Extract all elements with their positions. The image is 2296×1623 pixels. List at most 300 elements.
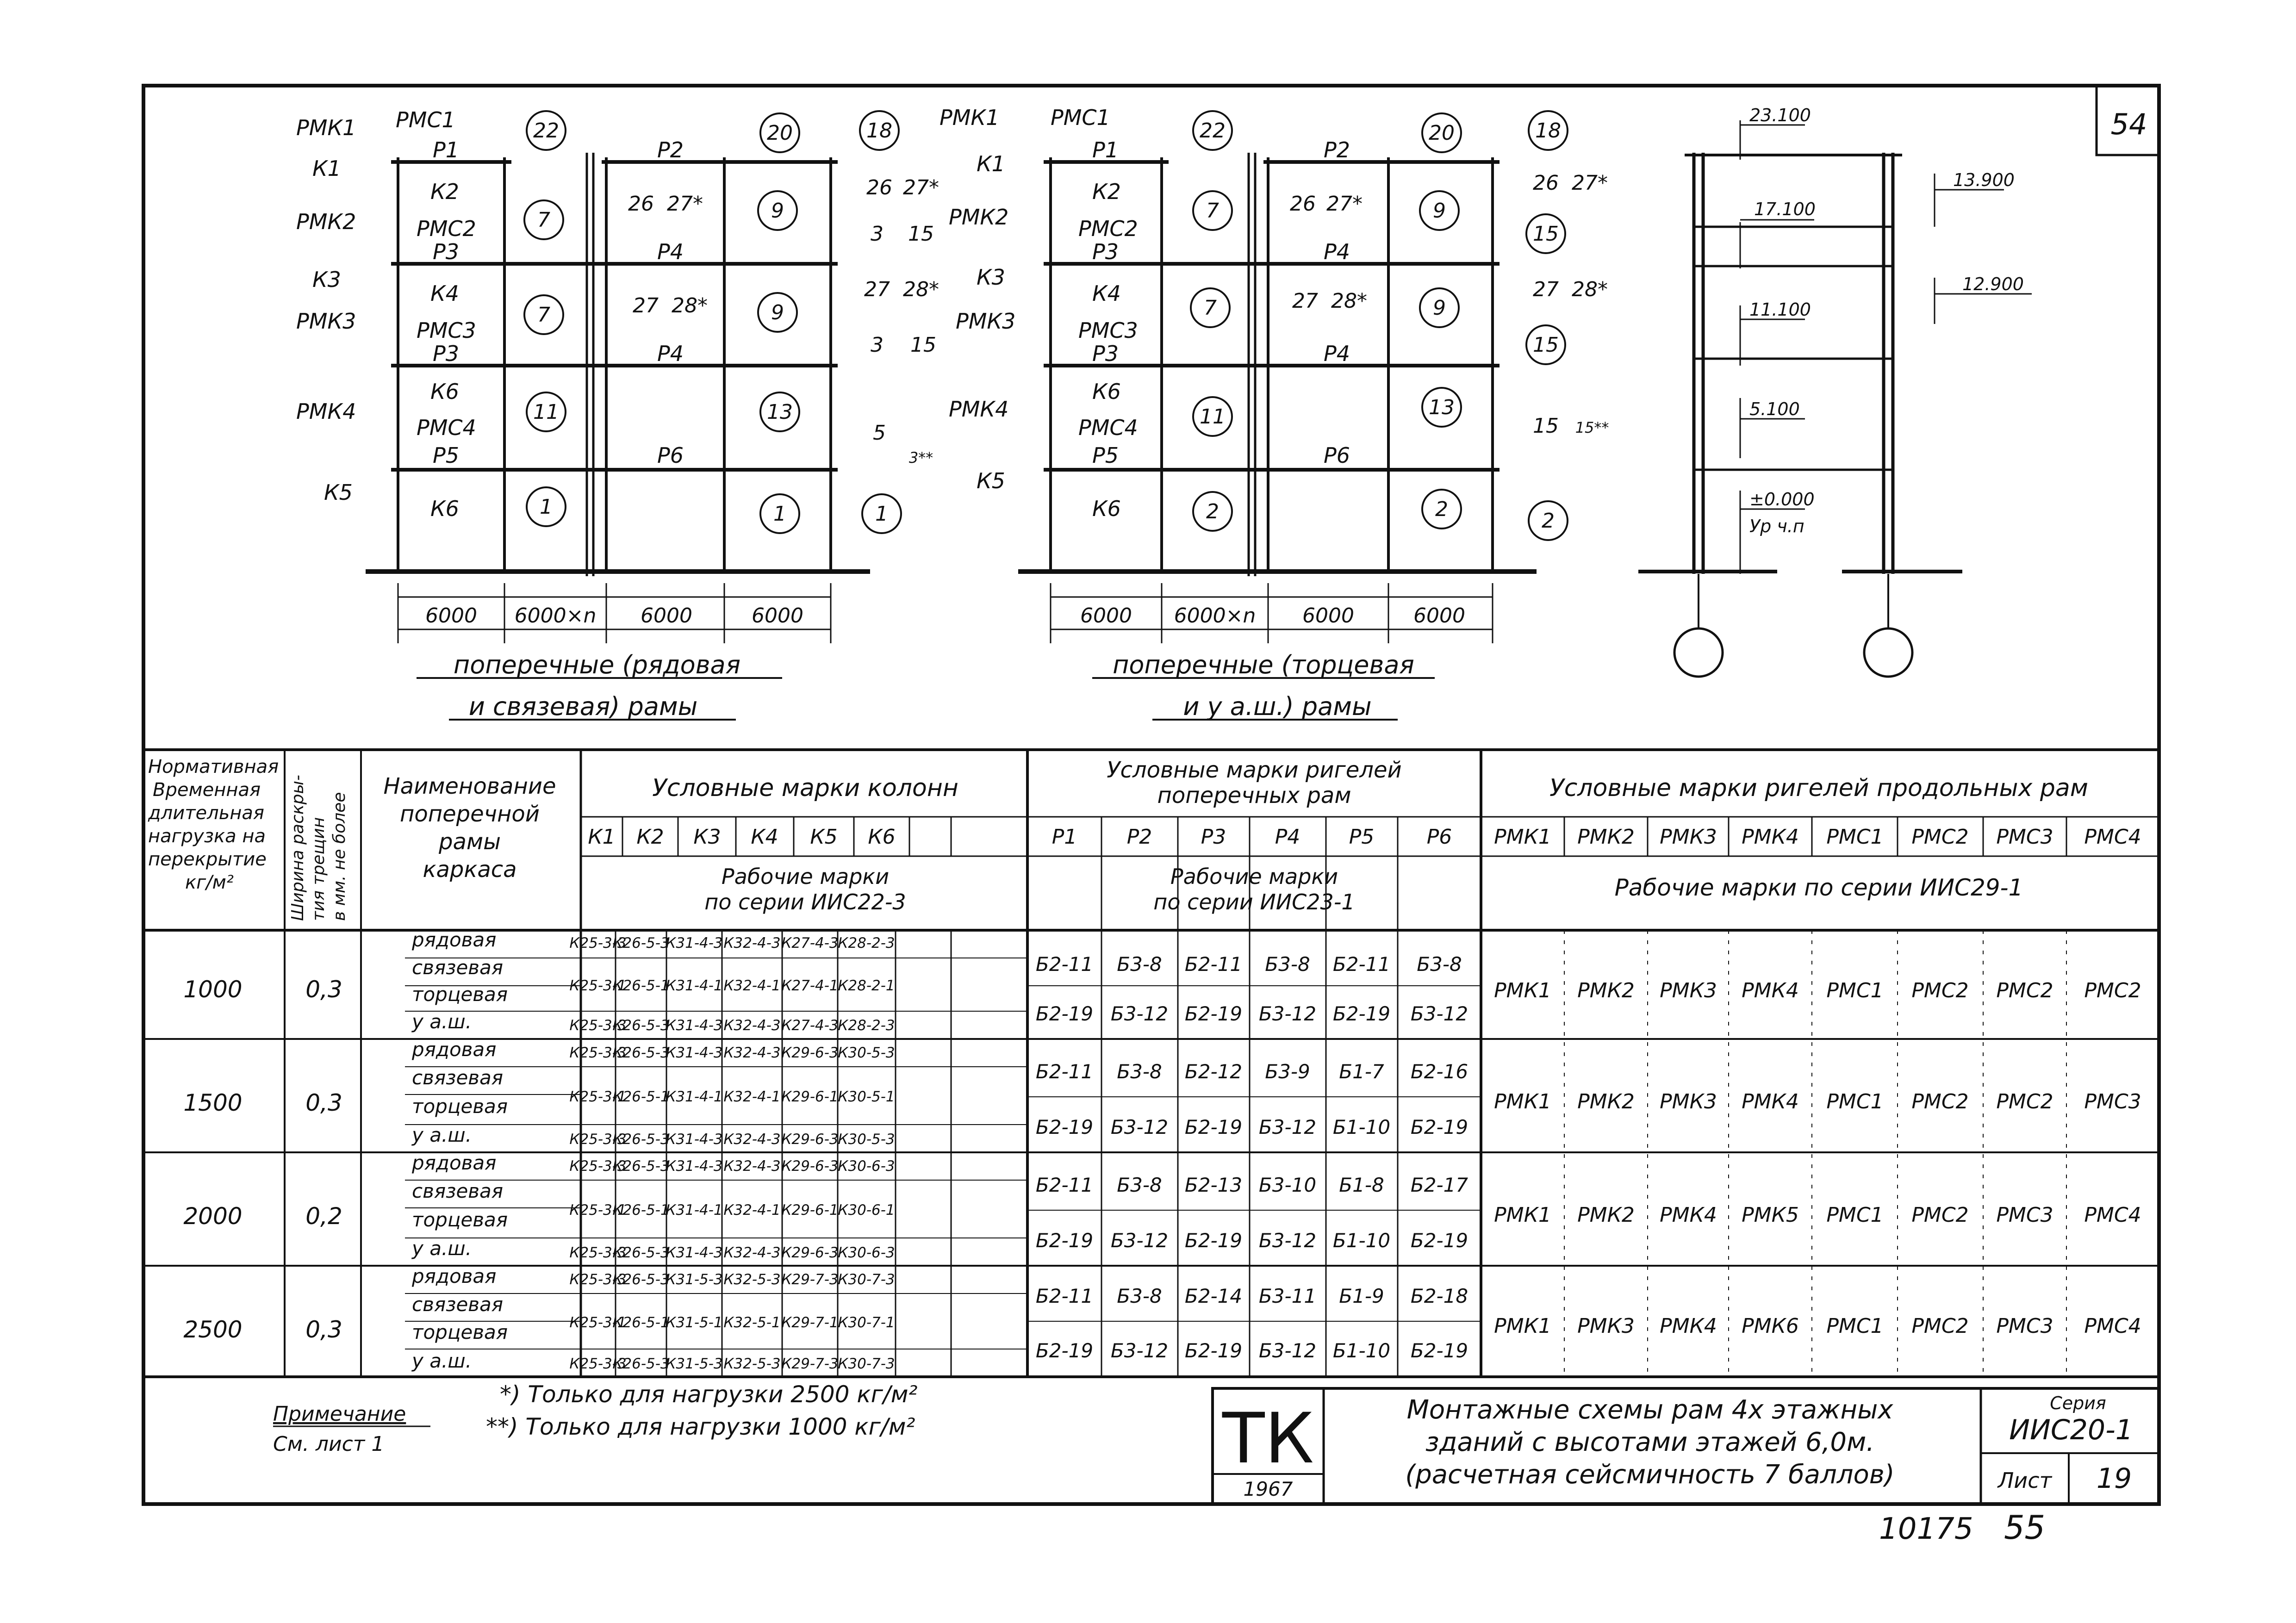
long-mark: РМС4 bbox=[2084, 825, 2141, 849]
h-crack-3: в мм. не более bbox=[330, 792, 349, 921]
label-k2: К2 bbox=[1092, 179, 1121, 204]
cell: К31-4-1 bbox=[666, 1088, 723, 1105]
col-mark: К5 bbox=[810, 825, 838, 849]
label-p1: Р1 bbox=[1092, 137, 1119, 162]
group-2500 bbox=[183, 1265, 508, 1372]
beam-mark: Р2 bbox=[1126, 825, 1152, 849]
load: 2500 bbox=[183, 1316, 243, 1343]
h-name-1: Наименование bbox=[383, 773, 556, 799]
cell: К25-3-3 bbox=[569, 1244, 627, 1261]
cell: Б3-10 bbox=[1258, 1174, 1317, 1196]
frame-left-labels bbox=[296, 107, 684, 521]
bubble: 2 bbox=[1435, 497, 1448, 521]
cell: РМС2 bbox=[1911, 1090, 1969, 1113]
frame-name: торцевая bbox=[412, 1095, 508, 1118]
bubble: 26 bbox=[628, 192, 654, 216]
label-rmk2: РМК2 bbox=[949, 205, 1009, 230]
bubble: 13 bbox=[767, 400, 793, 424]
h-load-2: Временная bbox=[153, 779, 261, 801]
cell: Б2-11 bbox=[1035, 953, 1094, 976]
cell: Б3-12 bbox=[1110, 1229, 1169, 1252]
cell: РМК6 bbox=[1742, 1314, 1799, 1338]
label-k5: К5 bbox=[324, 480, 353, 505]
cell: К26-5-3 bbox=[612, 935, 670, 951]
bubble: 18 bbox=[1535, 119, 1561, 143]
frame-name: рядовая bbox=[412, 1265, 497, 1287]
h-load-1: Нормативная bbox=[148, 756, 279, 777]
cell: К30-6-1 bbox=[838, 1202, 895, 1219]
cell: Б3-9 bbox=[1265, 1060, 1310, 1083]
cell: К32-5-3 bbox=[723, 1271, 781, 1288]
cell: РМК2 bbox=[1577, 979, 1635, 1002]
cell: К32-4-3 bbox=[723, 1131, 781, 1148]
note-2: **) Только для нагрузки 1000 кг/м² bbox=[486, 1413, 915, 1440]
cell: РМК4 bbox=[1742, 1090, 1799, 1113]
elevation-levels bbox=[1749, 105, 2024, 536]
cell: Б2-19 bbox=[1035, 1339, 1094, 1362]
cell: РМС2 bbox=[2084, 979, 2141, 1002]
bubble: 15 bbox=[908, 222, 934, 246]
cell: К26-5-1 bbox=[612, 1202, 670, 1219]
level-5100: 5.100 bbox=[1749, 399, 1800, 419]
bubble: 3 bbox=[871, 222, 884, 246]
bubble: 9 bbox=[771, 301, 784, 324]
cell: Б2-11 bbox=[1332, 953, 1391, 976]
bubble: 7 bbox=[1206, 199, 1219, 223]
cell: Б2-19 bbox=[1332, 1002, 1391, 1025]
bubble: 22 bbox=[1200, 119, 1226, 143]
col-mark: К1 bbox=[588, 825, 616, 849]
bubble: 2 bbox=[1542, 509, 1555, 533]
span: 6000 bbox=[1413, 604, 1465, 628]
cell: Б3-8 bbox=[1117, 1285, 1162, 1307]
bubble: 11 bbox=[533, 400, 559, 424]
span: 6000×n bbox=[514, 604, 597, 628]
cell: РМС1 bbox=[1826, 1203, 1884, 1227]
cell: Б2-11 bbox=[1184, 953, 1243, 976]
frame-name: у а.ш. bbox=[412, 1124, 472, 1146]
cell: К31-4-3 bbox=[666, 935, 723, 951]
bubble: 9 bbox=[1433, 296, 1446, 320]
cell: К26-5-3 bbox=[612, 1017, 670, 1034]
label-p4a: Р4 bbox=[657, 239, 684, 264]
cell: К27-4-3 bbox=[781, 935, 839, 951]
bubble: 9 bbox=[771, 199, 784, 223]
span: 6000×n bbox=[1174, 604, 1256, 628]
cell: РМС4 bbox=[2084, 1203, 2141, 1227]
label-p2: Р2 bbox=[657, 137, 684, 162]
label-k1: К1 bbox=[977, 151, 1005, 176]
bubble: 27 bbox=[1533, 278, 1559, 301]
beam-mark: Р1 bbox=[1052, 825, 1077, 849]
col-mark: К2 bbox=[636, 825, 664, 849]
series-value: ИИС20-1 bbox=[2009, 1414, 2133, 1446]
cell: К31-4-3 bbox=[666, 1244, 723, 1261]
load: 1000 bbox=[183, 976, 243, 1003]
h-crack-1: Ширина раскры- bbox=[288, 775, 307, 921]
frame-name: торцевая bbox=[412, 983, 508, 1006]
bubble: 27* bbox=[667, 192, 703, 216]
beam-mark: Р6 bbox=[1426, 825, 1452, 849]
crack: 0,3 bbox=[305, 1089, 342, 1116]
load: 2000 bbox=[183, 1203, 243, 1230]
cell: К25-3-3 bbox=[569, 1017, 627, 1034]
label-rmk4: РМК4 bbox=[949, 397, 1009, 422]
cell: К31-5-3 bbox=[666, 1356, 723, 1372]
label-rmc4: РМС4 bbox=[1078, 415, 1138, 440]
cell: Б1-9 bbox=[1339, 1285, 1384, 1307]
cell: К30-6-3 bbox=[838, 1158, 895, 1175]
cell: К25-3-3 bbox=[569, 1158, 627, 1175]
mark-headers bbox=[588, 825, 2141, 914]
cell: Б3-12 bbox=[1110, 1002, 1169, 1025]
span: 6000 bbox=[752, 604, 803, 628]
beam-mark: Р5 bbox=[1349, 825, 1375, 849]
span: 6000 bbox=[1080, 604, 1132, 628]
h-name-3: рамы bbox=[439, 829, 501, 855]
cell: Б3-12 bbox=[1110, 1339, 1169, 1362]
frame-name: торцевая bbox=[412, 1208, 508, 1231]
long-mark: РМС3 bbox=[1996, 825, 2053, 849]
level-13900: 13.900 bbox=[1953, 170, 2015, 190]
cell: РМК5 bbox=[1742, 1203, 1799, 1227]
group-1500-cols bbox=[569, 1045, 895, 1148]
bubble: 26 bbox=[866, 176, 892, 199]
group-2000-cols bbox=[569, 1158, 895, 1261]
label-k4: К4 bbox=[1092, 281, 1121, 306]
cell: Б3-8 bbox=[1117, 1174, 1162, 1196]
h-name-4: каркаса bbox=[423, 857, 517, 883]
cell: К25-3-1 bbox=[569, 977, 627, 994]
col-mark: К3 bbox=[693, 825, 721, 849]
bubble: 7 bbox=[537, 208, 550, 232]
bubble: 28* bbox=[1572, 278, 1608, 301]
group-1500-long bbox=[1494, 1090, 2141, 1113]
bubble: 27 bbox=[864, 278, 890, 301]
group-1000-beams bbox=[1036, 953, 1468, 1025]
frame-mid-caption-1: поперечные (торцевая bbox=[1113, 650, 1414, 679]
corner-number: 54 bbox=[2110, 107, 2147, 141]
cell: РМС2 bbox=[1911, 1203, 1969, 1227]
frame-name: рядовая bbox=[412, 928, 497, 951]
cell: К26-5-3 bbox=[612, 1244, 670, 1261]
bubble: 26 bbox=[1533, 171, 1559, 195]
cell: Б2-19 bbox=[1035, 1116, 1094, 1138]
crack: 0,3 bbox=[305, 976, 342, 1003]
bubble: 15 bbox=[1533, 414, 1559, 438]
h-cols: Условные марки колонн bbox=[652, 774, 958, 802]
cell: К32-4-3 bbox=[723, 935, 781, 951]
cell: К25-3-1 bbox=[569, 1202, 627, 1219]
series-label: Серия bbox=[2050, 1393, 2106, 1413]
label-p4b: Р4 bbox=[1324, 341, 1350, 366]
cell: К30-5-3 bbox=[838, 1131, 895, 1148]
cell: К27-4-1 bbox=[781, 977, 839, 994]
long-mark: РМК3 bbox=[1660, 825, 1717, 849]
bubble: 22 bbox=[533, 119, 559, 143]
level-12900: 12.900 bbox=[1962, 274, 2024, 294]
bubble: 27* bbox=[903, 176, 939, 199]
cell: РМК3 bbox=[1660, 979, 1717, 1002]
cell: К31-4-3 bbox=[666, 1158, 723, 1175]
label-k1: К1 bbox=[312, 156, 341, 181]
cell: Б3-8 bbox=[1265, 953, 1310, 976]
cell: Б2-11 bbox=[1035, 1285, 1094, 1307]
cell: РМС4 bbox=[2084, 1314, 2141, 1338]
cell: К31-5-3 bbox=[666, 1271, 723, 1288]
label-p4b: Р4 bbox=[657, 341, 684, 366]
bubble: 9 bbox=[1433, 199, 1446, 223]
bubble: 26 bbox=[1290, 192, 1316, 216]
cell: Б2-19 bbox=[1035, 1002, 1094, 1025]
label-k6a: К6 bbox=[1092, 379, 1121, 404]
cell: РМС1 bbox=[1826, 1314, 1884, 1338]
cell: РМК2 bbox=[1577, 1090, 1635, 1113]
cell: К29-7-1 bbox=[781, 1314, 839, 1331]
cell: К31-4-3 bbox=[666, 1045, 723, 1061]
label-k4: К4 bbox=[430, 281, 459, 306]
group-2500-beams bbox=[1036, 1285, 1468, 1362]
bubble: 18 bbox=[866, 119, 892, 143]
cell: Б3-12 bbox=[1410, 1002, 1468, 1025]
cell: Б3-12 bbox=[1258, 1339, 1317, 1362]
span: 6000 bbox=[1302, 604, 1354, 628]
cell: К29-6-3 bbox=[781, 1244, 839, 1261]
h-load-3: длительная bbox=[148, 802, 264, 824]
frame-name: связевая bbox=[412, 1293, 504, 1316]
label-rmc3: РМС3 bbox=[417, 318, 476, 343]
label-k3: К3 bbox=[312, 267, 341, 292]
group-1000 bbox=[183, 928, 508, 1033]
bubble: 3 bbox=[871, 333, 884, 357]
bubble: 3** bbox=[908, 449, 933, 466]
label-p2: Р2 bbox=[1324, 137, 1350, 162]
table-subrows bbox=[405, 958, 1481, 1349]
cell: К32-4-1 bbox=[723, 977, 781, 994]
frame-name: связевая bbox=[412, 1180, 504, 1202]
label-p1: Р1 bbox=[433, 137, 460, 162]
cell: К29-6-3 bbox=[781, 1131, 839, 1148]
bubble: 11 bbox=[1200, 405, 1226, 429]
cell: Б2-19 bbox=[1184, 1116, 1243, 1138]
cell: К29-6-3 bbox=[781, 1045, 839, 1061]
cell: Б2-19 bbox=[1410, 1116, 1468, 1138]
cell: Б2-19 bbox=[1184, 1002, 1243, 1025]
bubble: 2 bbox=[1206, 500, 1219, 523]
group-2000-beams bbox=[1036, 1174, 1468, 1252]
frame-name: связевая bbox=[412, 1066, 504, 1089]
cell: РМС2 bbox=[1996, 1090, 2053, 1113]
label-p3b: Р3 bbox=[433, 341, 460, 366]
page-number: 55 bbox=[2004, 1509, 2046, 1547]
cell: РМК2 bbox=[1577, 1203, 1635, 1227]
cell: Б2-11 bbox=[1035, 1060, 1094, 1083]
cell: К28-2-3 bbox=[838, 935, 895, 951]
cell: Б2-19 bbox=[1184, 1339, 1243, 1362]
cell: К29-6-1 bbox=[781, 1202, 839, 1219]
title-line-1: Монтажные схемы рам 4х этажных bbox=[1406, 1395, 1893, 1425]
frame-name: рядовая bbox=[412, 1038, 497, 1061]
table-body bbox=[183, 928, 2141, 1372]
group-1000-cols bbox=[569, 935, 895, 1034]
frame-mid-labels bbox=[940, 105, 1350, 521]
cell: Б1-10 bbox=[1332, 1229, 1391, 1252]
cell: К26-5-3 bbox=[612, 1158, 670, 1175]
frame-name: рядовая bbox=[412, 1151, 497, 1174]
group-1000-long bbox=[1494, 979, 2141, 1002]
label-p6: Р6 bbox=[1324, 443, 1350, 468]
cell: К32-4-1 bbox=[723, 1088, 781, 1105]
label-p4a: Р4 bbox=[1324, 239, 1350, 264]
label-p5: Р5 bbox=[433, 443, 460, 468]
cell: Б2-19 bbox=[1035, 1229, 1094, 1252]
notes bbox=[273, 1381, 917, 1456]
group-2500-long bbox=[1494, 1314, 2141, 1338]
label-k5: К5 bbox=[977, 468, 1005, 493]
cell: К30-7-3 bbox=[838, 1271, 895, 1288]
h-load-5: перекрытие bbox=[148, 849, 267, 870]
cell: К26-5-1 bbox=[612, 1314, 670, 1331]
beam-mark: Р4 bbox=[1275, 825, 1300, 849]
cell: К30-6-3 bbox=[838, 1244, 895, 1261]
load: 1500 bbox=[183, 1089, 243, 1116]
cell: Б2-14 bbox=[1184, 1285, 1243, 1307]
bubble: 20 bbox=[1429, 121, 1455, 145]
crack: 0,2 bbox=[305, 1203, 342, 1230]
cell: Б3-8 bbox=[1117, 1060, 1162, 1083]
cell: Б2-19 bbox=[1184, 1229, 1243, 1252]
frame-name: у а.ш. bbox=[412, 1010, 472, 1033]
cell: РМК4 bbox=[1742, 979, 1799, 1002]
label-rmc3: РМС3 bbox=[1078, 318, 1138, 343]
cell: К26-5-3 bbox=[612, 1271, 670, 1288]
cell: К32-5-3 bbox=[723, 1356, 781, 1372]
h-long: Условные марки ригелей продольных рам bbox=[1549, 774, 2088, 802]
cell: К32-5-1 bbox=[723, 1314, 781, 1331]
cell: РМК1 bbox=[1494, 1314, 1551, 1338]
work-cols-1: Рабочие марки bbox=[721, 864, 890, 889]
cell: К29-6-3 bbox=[781, 1158, 839, 1175]
group-2000-long bbox=[1494, 1203, 2141, 1227]
cell: К32-4-3 bbox=[723, 1158, 781, 1175]
cell: РМС2 bbox=[1911, 979, 1969, 1002]
cell: РМС1 bbox=[1826, 1090, 1884, 1113]
bubble: 28* bbox=[1331, 289, 1367, 313]
long-mark: РМК1 bbox=[1494, 825, 1551, 849]
cell: Б3-8 bbox=[1417, 953, 1462, 976]
label-rmk3: РМК3 bbox=[296, 309, 356, 334]
work-long: Рабочие марки по серии ИИС29-1 bbox=[1614, 874, 2023, 901]
h-load-4: нагрузка на bbox=[148, 826, 266, 847]
level-0: ±0.000 bbox=[1749, 489, 1815, 510]
cell: К28-2-3 bbox=[838, 1017, 895, 1034]
cell: К25-3-3 bbox=[569, 1356, 627, 1372]
cell: К30-5-3 bbox=[838, 1045, 895, 1061]
crack: 0,3 bbox=[305, 1316, 342, 1343]
cell: К30-7-1 bbox=[838, 1314, 895, 1331]
span: 6000 bbox=[425, 604, 477, 628]
label-rmc1: РМС1 bbox=[396, 107, 455, 132]
level-floor: Ур ч.п bbox=[1749, 516, 1804, 536]
title-year: 1967 bbox=[1243, 1478, 1293, 1500]
cell: РМК3 bbox=[1660, 1090, 1717, 1113]
work-beams-2: по серии ИИС23-1 bbox=[1153, 889, 1355, 914]
bubble: 13 bbox=[1429, 396, 1455, 419]
sheet-label: Лист bbox=[1997, 1468, 2052, 1493]
cell: РМК1 bbox=[1494, 1203, 1551, 1227]
bubble: 20 bbox=[767, 121, 793, 145]
bubble: 1 bbox=[540, 495, 553, 519]
bubble: 27* bbox=[1572, 171, 1608, 195]
frame-left-caption-2: и связевая) рамы bbox=[468, 692, 698, 721]
bubble: 15 bbox=[1533, 222, 1559, 246]
level-11100: 11.100 bbox=[1749, 299, 1811, 320]
frame-name: связевая bbox=[412, 956, 504, 979]
cell: РМС3 bbox=[1996, 1314, 2053, 1338]
cell: К26-5-3 bbox=[612, 1045, 670, 1061]
cell: Б2-12 bbox=[1184, 1060, 1243, 1083]
cell: К31-5-1 bbox=[666, 1314, 723, 1331]
bubble: 27 bbox=[1292, 289, 1318, 313]
note-label: Примечание bbox=[273, 1402, 406, 1426]
group-1500 bbox=[183, 1038, 508, 1146]
cell: К25-3-3 bbox=[569, 935, 627, 951]
h-name-2: поперечной bbox=[400, 801, 540, 827]
cell: К28-2-1 bbox=[838, 977, 895, 994]
group-2500-cols bbox=[569, 1271, 895, 1372]
label-rmc4: РМС4 bbox=[417, 415, 476, 440]
h-crack-2: тия трещин bbox=[309, 817, 328, 921]
cell: К29-6-1 bbox=[781, 1088, 839, 1105]
cell: Б3-12 bbox=[1110, 1116, 1169, 1138]
cell: К29-7-3 bbox=[781, 1271, 839, 1288]
group-1500-beams bbox=[1036, 1060, 1468, 1138]
bubble: 1 bbox=[773, 502, 786, 526]
cell: Б1-7 bbox=[1339, 1060, 1384, 1083]
frame-mid-bubbles bbox=[1080, 119, 1609, 628]
bubble: 15** bbox=[1575, 419, 1609, 436]
label-k3: К3 bbox=[977, 265, 1005, 290]
cell: К25-3-1 bbox=[569, 1088, 627, 1105]
label-k6a: К6 bbox=[430, 379, 459, 404]
cell: К25-3-1 bbox=[569, 1314, 627, 1331]
cell: РМК3 bbox=[1577, 1314, 1635, 1338]
cell: РМС2 bbox=[1911, 1314, 1969, 1338]
sheet-value: 19 bbox=[2096, 1462, 2132, 1495]
cell: К31-4-3 bbox=[666, 1017, 723, 1034]
bubble: 5 bbox=[873, 421, 886, 445]
label-rmc2: РМС2 bbox=[417, 216, 476, 241]
cell: Б2-19 bbox=[1410, 1339, 1468, 1362]
cell: РМК1 bbox=[1494, 1090, 1551, 1113]
bubble: 15 bbox=[910, 333, 936, 357]
cell: РМС3 bbox=[2084, 1090, 2141, 1113]
label-rmk3: РМК3 bbox=[956, 309, 1016, 334]
label-rmk2: РМК2 bbox=[296, 209, 356, 234]
cell: К25-3-3 bbox=[569, 1045, 627, 1061]
bubble: 7 bbox=[537, 303, 550, 327]
cell: К26-5-3 bbox=[612, 1356, 670, 1372]
archive-number: 10175 bbox=[1879, 1512, 1973, 1546]
h-beams-2: поперечных рам bbox=[1157, 783, 1351, 808]
cell: РМС3 bbox=[1996, 1203, 2053, 1227]
frame-name: у а.ш. bbox=[412, 1237, 472, 1260]
bubble: 28* bbox=[903, 278, 939, 301]
bubble: 7 bbox=[1204, 296, 1217, 320]
cell: РМС1 bbox=[1826, 979, 1884, 1002]
label-rmk1: РМК1 bbox=[296, 115, 356, 140]
level-23100: 23.100 bbox=[1749, 105, 1811, 125]
